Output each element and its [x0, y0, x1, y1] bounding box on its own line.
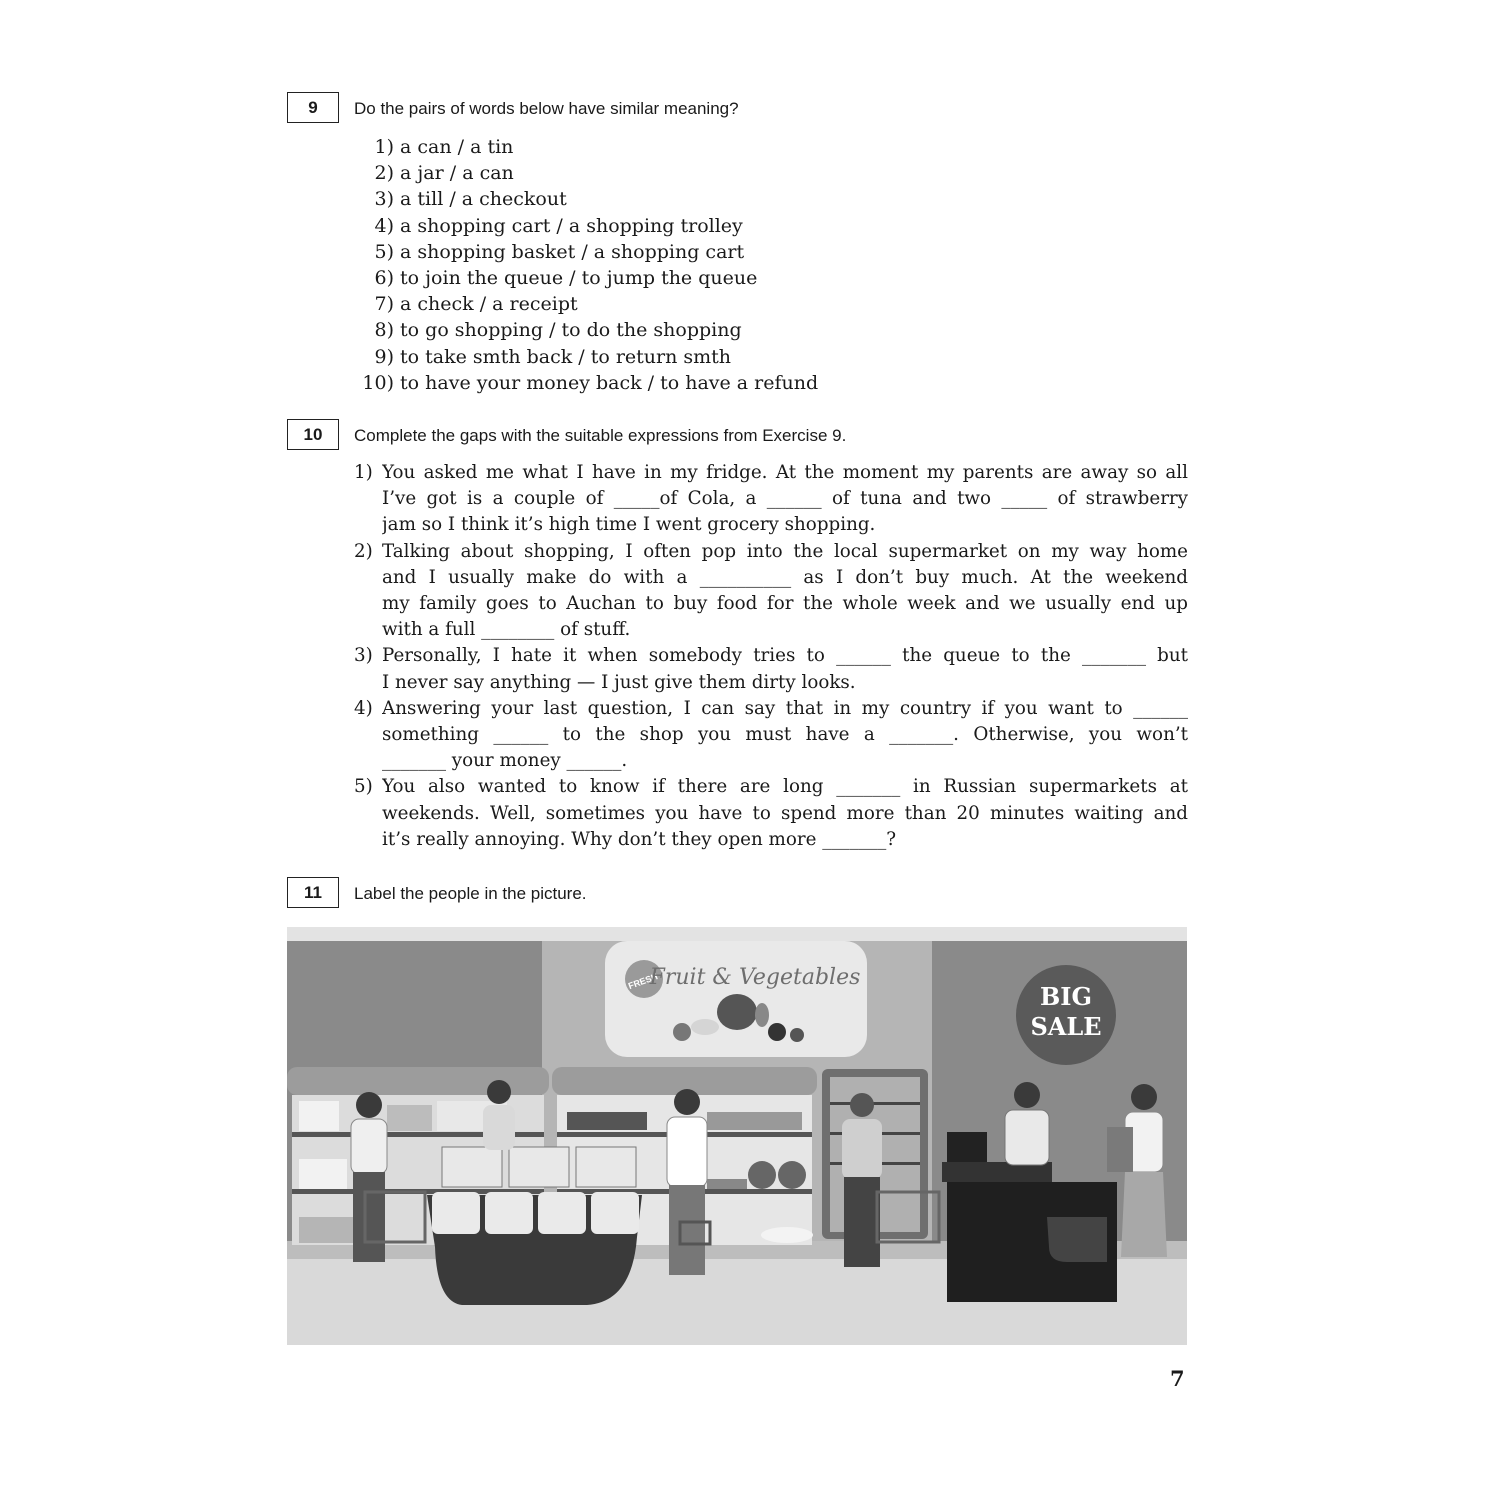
oranges	[707, 1179, 747, 1189]
list-item: 8) to go shopping / to do the shopping	[374, 319, 742, 342]
sign-title: Fruit & Vegetables	[649, 965, 861, 990]
exercise-number-label: 10	[303, 424, 323, 444]
bottles-lower	[299, 1159, 347, 1189]
fresh-text: FRESH	[626, 971, 660, 992]
banana-icon	[691, 1019, 719, 1035]
text-line: something ______ to the shop you must have a _______. Otherwise, you won’t	[382, 724, 1188, 746]
apples-row	[567, 1112, 647, 1130]
exercise-11-number	[287, 877, 339, 908]
crate	[576, 1147, 636, 1187]
exercise-number-label: 9	[308, 97, 318, 117]
list-item: 3) a till / a checkout	[374, 188, 567, 211]
text-line: You also wanted to know if there are long _______ in Russian supermarkets at	[382, 776, 1188, 798]
text-line: Personally, I hate it when somebody tries to ______ the queue to the _______ but	[382, 645, 1188, 667]
page-number: 7	[1170, 1366, 1185, 1391]
milk-bottles	[299, 1101, 339, 1131]
supermarket-illustration	[287, 927, 1187, 1345]
watermelon-left	[748, 1161, 776, 1189]
text-line: You asked me what I have in my fridge. At the moment my parents are away so all	[382, 462, 1188, 483]
exercise-9-number	[287, 92, 339, 123]
cherry-icon	[790, 1028, 804, 1042]
text-line: I’ve got is a couple of _____of Cola, a ______ of tuna and two _____ of strawberry	[382, 488, 1188, 510]
bread-row	[707, 1112, 802, 1130]
pineapple-icon	[755, 1003, 769, 1027]
list-item: 10) to have your money back / to have a refund	[362, 371, 819, 394]
list-item: 7) a check / a receipt	[374, 293, 578, 316]
text-line: with a full ________ of stuff.	[382, 619, 631, 641]
apple-icon	[673, 1023, 691, 1041]
list-item: 1) a can / a tin	[374, 136, 514, 158]
crate	[509, 1147, 569, 1187]
fruit-vegetables-sign	[605, 941, 867, 1057]
watermelon-icon	[717, 994, 757, 1030]
cash-register-screen	[947, 1132, 987, 1162]
exercise-number-label: 11	[304, 882, 322, 902]
bananas	[761, 1227, 813, 1243]
exercise-10-list	[354, 460, 1188, 853]
list-item: 2) Talking about shopping, I often pop into the local supermarket on my way home and I usually make do with a __________ as I don’t buy much. At the weekend my family goes to Auchan to buy food for the whole week and we usually end up with a full ________ of stuff.	[354, 539, 1188, 644]
produce-bin	[485, 1192, 533, 1234]
produce-display	[427, 1147, 642, 1305]
ceiling-strip	[287, 927, 1187, 941]
text-line: weekends. Well, sometimes you have to spend more than 20 minutes waiting and	[382, 802, 1188, 824]
exercise-10-instruction: Complete the gaps with the suitable expressions from Exercise 9.	[354, 426, 847, 445]
exercise-9-list	[354, 134, 874, 396]
list-item: 9) to take smth back / to return smth	[374, 345, 732, 368]
list-item: 3) Personally, I hate it when somebody tries to ______ the queue to the _______ but I never say anything — I just give them dirty looks.	[354, 643, 1188, 695]
crate	[442, 1147, 502, 1187]
list-item: 1) You asked me what I have in my fridge. At the moment my parents are away so all I’ve got is a couple of _____of Cola, a ______ of tuna and two _____ of strawberry jam so I think it’s high time I went grocery shopping.	[354, 460, 1188, 539]
big-sale-sign	[1016, 965, 1116, 1065]
boxes	[387, 1105, 432, 1131]
text-line: Talking about shopping, I often pop into the local supermarket on my way home	[382, 540, 1188, 562]
text-line: and I usually make do with a __________ as I don’t buy much. At the weekend	[382, 566, 1188, 588]
text-line: it’s really annoying. Why don’t they open more _______?	[382, 828, 897, 850]
produce-bin	[591, 1192, 639, 1234]
jars	[299, 1217, 354, 1243]
list-item: 2) a jar / a can	[374, 162, 514, 185]
produce-bin	[538, 1192, 586, 1234]
watermelon-right	[778, 1161, 806, 1189]
sale-text-line1: BIG	[1039, 982, 1093, 1011]
grapes-icon	[768, 1023, 786, 1041]
exercise-10-number	[287, 419, 339, 450]
conveyor	[1047, 1217, 1107, 1262]
text-line: I never say anything — I just give them dirty looks.	[382, 671, 856, 693]
text-line: my family goes to Auchan to buy food for the whole week and we usually end up	[382, 593, 1188, 615]
woman-at-shelf	[483, 1080, 515, 1150]
text-line: _______ your money ______.	[382, 750, 628, 772]
sale-text-line2: SALE	[1030, 1012, 1102, 1041]
list-item: 6) to join the queue / to jump the queue	[374, 266, 758, 289]
list-item: 5) a shopping basket / a shopping cart	[374, 240, 745, 263]
list-item: 5) You also wanted to know if there are long _______ in Russian supermarkets at weekends. Well, sometimes you have to spend more than 20 minutes waiting and it’s really annoying. Why don’t they open more _______?	[354, 774, 1188, 853]
produce-bin	[432, 1192, 480, 1234]
grocery-bag	[1107, 1127, 1133, 1172]
exercise-9-instruction: Do the pairs of words below have similar meaning?	[354, 99, 739, 118]
text-line: Answering your last question, I can say that in my country if you want to ______	[382, 697, 1188, 719]
list-item: 4) a shopping cart / a shopping trolley	[374, 214, 743, 237]
exercise-11-instruction: Label the people in the picture.	[354, 884, 587, 903]
list-item: 4) Answering your last question, I can say that in my country if you want to ______ something ______ to the shop you must have a _______. Otherwise, you won’t _______ your money ______.	[354, 696, 1188, 775]
text-line: jam so I think it’s high time I went grocery shopping.	[382, 514, 876, 536]
